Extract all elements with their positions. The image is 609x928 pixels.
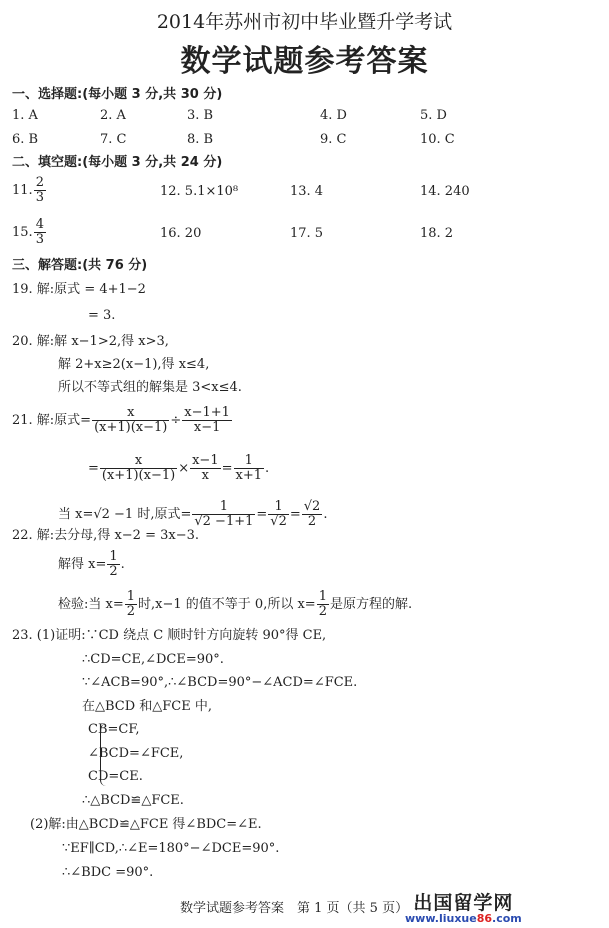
q23-line: ∴CD=CE,∠DCE=90°. bbox=[82, 652, 224, 667]
q23-line: ∵∠ACB=90°,∴∠BCD=90°−∠ACD=∠FCE. bbox=[82, 675, 358, 690]
numerator: x−1+1 bbox=[184, 405, 230, 420]
answer-10: 10. C bbox=[420, 132, 455, 147]
operator: ÷ bbox=[170, 413, 182, 428]
q20-line: 所以不等式组的解集是 3<x≤4. bbox=[58, 380, 242, 395]
url-part: www.liuxue bbox=[405, 912, 477, 925]
answer-4: 4. D bbox=[320, 108, 347, 123]
answer-3: 3. B bbox=[187, 108, 214, 123]
denominator: 2 bbox=[318, 604, 327, 619]
denominator: 2 bbox=[307, 514, 317, 529]
q22-line3 bbox=[58, 590, 412, 619]
answer-11 bbox=[12, 176, 47, 205]
answer-9: 9. C bbox=[320, 132, 347, 147]
numerator: 4 bbox=[35, 217, 44, 232]
answer-6: 6. B bbox=[12, 132, 39, 147]
denominator: 3 bbox=[35, 190, 44, 205]
q22-line1: 22. 解:去分母,得 x−2 = 3x−3. bbox=[12, 528, 200, 543]
denominator: 2 bbox=[126, 604, 136, 619]
fraction bbox=[302, 500, 323, 529]
numerator: 2 bbox=[35, 175, 44, 190]
text: 检验:当 x= bbox=[58, 597, 124, 612]
q22-line2 bbox=[58, 550, 125, 579]
label: 15. bbox=[12, 225, 33, 240]
q21-line3 bbox=[58, 500, 327, 529]
answer-18: 18. 2 bbox=[420, 226, 454, 241]
numerator: 1 bbox=[234, 454, 265, 469]
operator: × bbox=[178, 461, 190, 476]
q20-line: 20. 解:解 x−1>2,得 x>3, bbox=[12, 334, 169, 349]
q23-line: CB=CF, bbox=[88, 722, 140, 737]
fraction bbox=[182, 406, 232, 435]
q21-line2 bbox=[88, 454, 269, 483]
fraction bbox=[34, 176, 46, 205]
numerator: x bbox=[92, 406, 169, 421]
fraction bbox=[190, 454, 221, 483]
q23-line: ∴△BCD≌△FCE. bbox=[82, 793, 184, 808]
operator: = bbox=[88, 461, 99, 476]
text: 当 x=√2 −1 时,原式= bbox=[58, 507, 192, 522]
label: 11. bbox=[12, 183, 33, 198]
fraction bbox=[268, 500, 289, 529]
answer-16: 16. 20 bbox=[160, 226, 202, 241]
answer-12: 12. 5.1×10⁸ bbox=[160, 184, 239, 199]
fraction bbox=[125, 590, 137, 619]
text: 时,x−1 的值不等于 0,所以 x= bbox=[138, 597, 316, 612]
period: . bbox=[323, 507, 328, 522]
denominator: √2 bbox=[270, 514, 287, 529]
q23-line: 在△BCD 和△FCE 中, bbox=[82, 699, 213, 714]
q23-line: CD=CE. bbox=[88, 769, 143, 784]
fraction bbox=[192, 500, 255, 529]
text: 是原方程的解. bbox=[329, 597, 413, 612]
fraction bbox=[92, 406, 169, 435]
watermark-url bbox=[405, 913, 522, 925]
fraction bbox=[317, 590, 329, 619]
denominator: (x+1)(x−1) bbox=[94, 420, 168, 435]
text: 解得 x= bbox=[58, 557, 107, 572]
answer-13: 13. 4 bbox=[290, 184, 324, 199]
numerator: 1 bbox=[126, 589, 136, 604]
exam-title: 2014年苏州市初中毕业暨升学考试 bbox=[156, 11, 453, 33]
fraction bbox=[34, 218, 46, 247]
page-title: 数学试题参考答案 bbox=[180, 44, 429, 79]
numerator: 1 bbox=[318, 589, 327, 604]
page-footer: 数学试题参考答案 第 1 页（共 5 页） bbox=[180, 901, 409, 916]
q23-line: ∴∠BDC =90°. bbox=[62, 865, 154, 880]
answer-1: 1. A bbox=[12, 108, 38, 123]
denominator: x+1 bbox=[235, 468, 262, 483]
period: . bbox=[120, 557, 125, 572]
answer-17: 17. 5 bbox=[290, 226, 324, 241]
q19-line: 19. 解:原式 = 4+1−2 bbox=[12, 282, 146, 297]
q23-line: ∠BCD=∠FCE, bbox=[88, 746, 184, 761]
numerator: 1 bbox=[192, 500, 255, 515]
text: 21. 解:原式= bbox=[12, 413, 92, 428]
denominator: 3 bbox=[35, 232, 44, 247]
watermark-name: 出国留学网 bbox=[413, 892, 514, 914]
watermark-logo bbox=[405, 893, 522, 925]
q23-line: (2)解:由△BCD≌△FCE 得∠BDC=∠E. bbox=[30, 817, 262, 832]
section1-heading: 一、选择题:(每小题 3 分,共 30 分) bbox=[12, 87, 223, 102]
numerator: 1 bbox=[268, 500, 289, 515]
url-part: 86 bbox=[476, 912, 493, 925]
fraction bbox=[234, 454, 265, 483]
denominator: 2 bbox=[109, 564, 118, 579]
answer-15 bbox=[12, 218, 47, 247]
denominator: (x+1)(x−1) bbox=[101, 468, 176, 483]
denominator: √2 −1+1 bbox=[194, 514, 254, 529]
q20-line: 解 2+x≥2(x−1),得 x≤4, bbox=[58, 357, 210, 372]
section3-heading: 三、解答题:(共 76 分) bbox=[12, 258, 148, 273]
q23-line: 23. (1)证明:∵CD 绕点 C 顺时针方向旋转 90°得 CE, bbox=[12, 628, 327, 643]
answer-7: 7. C bbox=[100, 132, 127, 147]
fraction bbox=[100, 454, 177, 483]
q21-line1 bbox=[12, 406, 233, 435]
fraction bbox=[107, 550, 119, 579]
answer-5: 5. D bbox=[420, 108, 447, 123]
operator: = bbox=[256, 507, 268, 522]
numerator: x−1 bbox=[192, 453, 219, 468]
answer-8: 8. B bbox=[187, 132, 214, 147]
q19-line: = 3. bbox=[88, 308, 116, 323]
operator: = bbox=[221, 461, 233, 476]
denominator: x−1 bbox=[193, 420, 221, 435]
answer-14: 14. 240 bbox=[420, 184, 470, 199]
section2-heading: 二、填空题:(每小题 3 分,共 24 分) bbox=[12, 155, 223, 170]
numerator: √2 bbox=[303, 499, 321, 514]
numerator: x bbox=[100, 454, 177, 469]
numerator: 1 bbox=[109, 549, 118, 564]
denominator: x bbox=[201, 468, 210, 483]
url-part: .com bbox=[492, 912, 522, 925]
answer-2: 2. A bbox=[100, 108, 126, 123]
operator: = bbox=[289, 507, 301, 522]
q23-line: ∵EF∥CD,∴∠E=180°−∠DCE=90°. bbox=[62, 841, 280, 856]
period: . bbox=[265, 461, 270, 476]
